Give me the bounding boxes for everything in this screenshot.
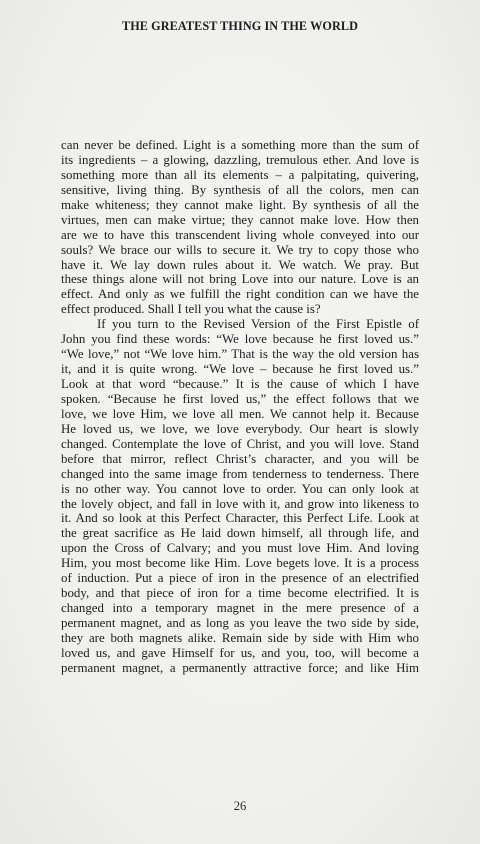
paragraph-first-line: If you turn to the Revised Version of the First Epistle of	[97, 317, 419, 332]
text-line: they are both magnets alike. Remain side by side with Him who	[61, 630, 419, 645]
text-line: something more than all its elements – a palpitating, quivering,	[61, 167, 419, 182]
text-line: virtues, men can make virtue; they cannot make love. How then	[61, 212, 419, 227]
text-line: permanent magnet, and as long as you leave the two side by side,	[61, 616, 419, 630]
text-line: Look at that word “because.” It is the cause of which I have	[61, 377, 419, 391]
text-line: permanent magnet, a permanently attractive force; and like Him	[61, 660, 419, 675]
text-line: it, and it is quite wrong. “We love – because he first loved us.”	[61, 362, 419, 377]
text-line: of induction. Put a piece of iron in the presence of an electrified	[61, 571, 419, 586]
text-line: He loved us, we love, we love everybody. Our heart is slowly	[61, 421, 419, 436]
text-line: John you find these words: “We love because he first loved us.”	[61, 332, 419, 347]
text-line: have it. We lay down rules about it. We watch. We pray. But	[61, 257, 419, 272]
text-line: can never be defined. Light is a something more than the sum of	[61, 138, 419, 152]
text-line: loved us, and gave Himself for us, and you, too, will become a	[61, 645, 419, 660]
running-head: THE GREATEST THING IN THE WORLD	[122, 19, 358, 33]
text-line: are we to have this transcendent living whole conveyed into our	[61, 227, 419, 242]
text-line: before that mirror, reflect Christ’s character, and you will be	[61, 451, 419, 466]
text-line: spoken. “Because he first loved us,” the effect follows that we	[61, 391, 419, 406]
text-line: love, we love Him, we love all men. We cannot help it. Because	[61, 406, 419, 421]
body-text	[61, 138, 419, 676]
text-line: these things alone will not bring Love into our nature. Love is an	[61, 272, 419, 287]
text-line: it. And so look at this Perfect Character, this Perfect Life. Look at	[61, 511, 419, 526]
text-line: the great sacrifice as He laid down himself, all through life, and	[61, 526, 419, 541]
text-line: the lovely object, and fall in love with it, and grow into likeness to	[61, 496, 419, 511]
text-line: its ingredients – a glowing, dazzling, tremulous ether. And love is	[61, 152, 419, 167]
text-line: effect. And only as we fulfill the right condition can we have the	[61, 287, 419, 302]
text-line: changed into a temporary magnet in the mere presence of a	[61, 601, 419, 616]
text-line: souls? We brace our wills to secure it. We try to copy those who	[61, 242, 419, 257]
text-line: changed into the same image from tenderness to tenderness. There	[61, 466, 419, 481]
text-line: sensitive, living thing. By synthesis of all the colors, men can	[61, 182, 419, 197]
text-line: effect produced. Shall I tell you what the cause is?	[61, 302, 321, 317]
text-line: “We love,” not “We love him.” That is the way the old version has	[61, 347, 419, 362]
text-line: Him, you most become like Him. Love begets love. It is a process	[61, 556, 419, 571]
text-line: upon the Cross of Calvary; and you must love Him. And loving	[61, 541, 419, 556]
text-line: is no other way. You cannot love to order. You can only look at	[61, 481, 419, 496]
text-line: body, and that piece of iron for a time become electrified. It is	[61, 586, 419, 601]
text-line: changed. Contemplate the love of Christ, and you will love. Stand	[61, 436, 419, 451]
page-number: 26	[233, 799, 247, 813]
text-line: make whiteness; they cannot make light. By synthesis of all the	[61, 197, 419, 212]
